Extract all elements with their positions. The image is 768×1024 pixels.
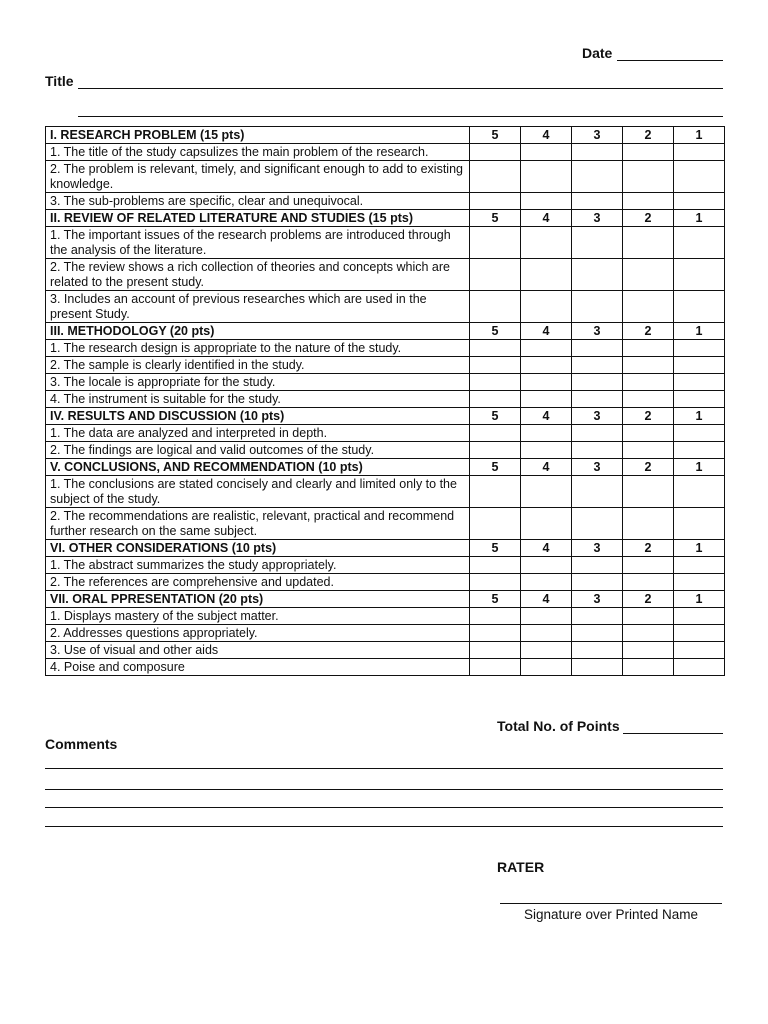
criterion-text: 1. The data are analyzed and interpreted in depth. bbox=[46, 425, 470, 442]
criterion-row bbox=[46, 374, 725, 391]
section-heading: VII. ORAL PPRESENTATION (20 pts) bbox=[46, 591, 470, 608]
score-column-header: 1 bbox=[674, 127, 725, 144]
score-cell[interactable] bbox=[674, 144, 725, 161]
score-cell[interactable] bbox=[470, 557, 521, 574]
section-header-row bbox=[46, 591, 725, 608]
score-cell[interactable] bbox=[572, 161, 623, 193]
score-column-header: 4 bbox=[521, 591, 572, 608]
criterion-text: 2. The references are comprehensive and updated. bbox=[46, 574, 470, 591]
score-cell[interactable] bbox=[521, 608, 572, 625]
section-heading: II. REVIEW OF RELATED LITERATURE AND STUDIES (15 pts) bbox=[46, 210, 470, 227]
score-column-header: 4 bbox=[521, 408, 572, 425]
title-field[interactable] bbox=[78, 88, 723, 89]
score-cell[interactable] bbox=[623, 357, 674, 374]
score-cell[interactable] bbox=[470, 508, 521, 540]
score-cell[interactable] bbox=[521, 259, 572, 291]
score-cell[interactable] bbox=[674, 259, 725, 291]
score-cell[interactable] bbox=[521, 357, 572, 374]
criterion-row bbox=[46, 340, 725, 357]
score-cell[interactable] bbox=[521, 291, 572, 323]
criterion-row bbox=[46, 161, 725, 193]
comments-line[interactable] bbox=[45, 789, 723, 790]
section-header-row bbox=[46, 323, 725, 340]
score-cell[interactable] bbox=[623, 476, 674, 508]
score-cell[interactable] bbox=[572, 391, 623, 408]
score-cell[interactable] bbox=[572, 659, 623, 676]
criterion-text: 2. Addresses questions appropriately. bbox=[46, 625, 470, 642]
criterion-text: 1. Displays mastery of the subject matter. bbox=[46, 608, 470, 625]
score-column-header: 1 bbox=[674, 210, 725, 227]
criterion-row bbox=[46, 659, 725, 676]
criterion-row bbox=[46, 625, 725, 642]
score-cell[interactable] bbox=[521, 193, 572, 210]
score-cell[interactable] bbox=[470, 161, 521, 193]
score-column-header: 1 bbox=[674, 323, 725, 340]
score-cell[interactable] bbox=[623, 193, 674, 210]
criterion-row bbox=[46, 391, 725, 408]
score-cell[interactable] bbox=[572, 193, 623, 210]
score-cell[interactable] bbox=[623, 574, 674, 591]
score-cell[interactable] bbox=[674, 291, 725, 323]
score-cell[interactable] bbox=[674, 557, 725, 574]
criterion-text: 2. The problem is relevant, timely, and significant enough to add to existing knowledge. bbox=[46, 161, 470, 193]
rubric-table bbox=[45, 126, 725, 676]
criterion-row bbox=[46, 227, 725, 259]
criterion-row bbox=[46, 476, 725, 508]
comments-line[interactable] bbox=[45, 807, 723, 808]
criterion-text: 3. The locale is appropriate for the study. bbox=[46, 374, 470, 391]
criterion-text: 2. The sample is clearly identified in the study. bbox=[46, 357, 470, 374]
criterion-text: 3. Use of visual and other aids bbox=[46, 642, 470, 659]
section-heading: V. CONCLUSIONS, AND RECOMMENDATION (10 pts) bbox=[46, 459, 470, 476]
section-header-row bbox=[46, 210, 725, 227]
score-cell[interactable] bbox=[521, 374, 572, 391]
score-cell[interactable] bbox=[572, 340, 623, 357]
criterion-row bbox=[46, 608, 725, 625]
score-cell[interactable] bbox=[521, 227, 572, 259]
score-cell[interactable] bbox=[470, 442, 521, 459]
score-cell[interactable] bbox=[623, 227, 674, 259]
score-cell[interactable] bbox=[572, 291, 623, 323]
criterion-row bbox=[46, 144, 725, 161]
criterion-text: 4. Poise and composure bbox=[46, 659, 470, 676]
score-cell[interactable] bbox=[572, 574, 623, 591]
section-header-row bbox=[46, 127, 725, 144]
score-column-header: 3 bbox=[572, 210, 623, 227]
total-points-field[interactable] bbox=[623, 733, 723, 734]
score-column-header: 5 bbox=[470, 540, 521, 557]
date-label: Date bbox=[582, 45, 613, 61]
title-field-second-line[interactable] bbox=[78, 116, 723, 117]
criterion-text: 1. The title of the study capsulizes the main problem of the research. bbox=[46, 144, 470, 161]
score-cell[interactable] bbox=[521, 425, 572, 442]
score-cell[interactable] bbox=[470, 193, 521, 210]
score-cell[interactable] bbox=[623, 340, 674, 357]
criterion-row bbox=[46, 193, 725, 210]
criterion-text: 1. The abstract summarizes the study appropriately. bbox=[46, 557, 470, 574]
score-cell[interactable] bbox=[623, 642, 674, 659]
score-column-header: 3 bbox=[572, 408, 623, 425]
date-field[interactable] bbox=[617, 60, 723, 61]
score-cell[interactable] bbox=[623, 144, 674, 161]
score-column-header: 2 bbox=[623, 408, 674, 425]
score-cell[interactable] bbox=[572, 642, 623, 659]
score-cell[interactable] bbox=[674, 574, 725, 591]
score-cell[interactable] bbox=[572, 259, 623, 291]
section-heading: IV. RESULTS AND DISCUSSION (10 pts) bbox=[46, 408, 470, 425]
score-cell[interactable] bbox=[521, 391, 572, 408]
score-cell[interactable] bbox=[572, 557, 623, 574]
score-cell[interactable] bbox=[623, 374, 674, 391]
comments-line[interactable] bbox=[45, 826, 723, 827]
score-cell[interactable] bbox=[521, 508, 572, 540]
score-cell[interactable] bbox=[572, 625, 623, 642]
score-cell[interactable] bbox=[674, 391, 725, 408]
score-cell[interactable] bbox=[470, 425, 521, 442]
score-column-header: 1 bbox=[674, 540, 725, 557]
criterion-row bbox=[46, 442, 725, 459]
score-column-header: 2 bbox=[623, 540, 674, 557]
comments-line[interactable] bbox=[45, 768, 723, 769]
score-cell[interactable] bbox=[674, 227, 725, 259]
score-cell[interactable] bbox=[470, 642, 521, 659]
score-column-header: 5 bbox=[470, 408, 521, 425]
score-cell[interactable] bbox=[674, 161, 725, 193]
criterion-text: 2. The review shows a rich collection of theories and concepts which are related to the present study. bbox=[46, 259, 470, 291]
score-cell[interactable] bbox=[623, 425, 674, 442]
score-cell[interactable] bbox=[572, 442, 623, 459]
score-column-header: 4 bbox=[521, 540, 572, 557]
score-cell[interactable] bbox=[674, 625, 725, 642]
score-column-header: 5 bbox=[470, 591, 521, 608]
score-cell[interactable] bbox=[470, 259, 521, 291]
criterion-row bbox=[46, 357, 725, 374]
score-column-header: 1 bbox=[674, 459, 725, 476]
score-cell[interactable] bbox=[623, 259, 674, 291]
score-column-header: 3 bbox=[572, 591, 623, 608]
score-cell[interactable] bbox=[470, 291, 521, 323]
rater-label: RATER bbox=[497, 859, 545, 875]
score-column-header: 5 bbox=[470, 210, 521, 227]
score-cell[interactable] bbox=[470, 144, 521, 161]
score-cell[interactable] bbox=[521, 557, 572, 574]
score-cell[interactable] bbox=[470, 574, 521, 591]
criterion-text: 1. The research design is appropriate to the nature of the study. bbox=[46, 340, 470, 357]
section-heading: VI. OTHER CONSIDERATIONS (10 pts) bbox=[46, 540, 470, 557]
score-cell[interactable] bbox=[623, 625, 674, 642]
score-cell[interactable] bbox=[521, 476, 572, 508]
signature-caption: Signature over Printed Name bbox=[523, 907, 699, 922]
score-cell[interactable] bbox=[623, 291, 674, 323]
score-cell[interactable] bbox=[623, 391, 674, 408]
criterion-text: 2. The recommendations are realistic, relevant, practical and recommend further research on the same subject. bbox=[46, 508, 470, 540]
criterion-text: 3. Includes an account of previous researches which are used in the present Study. bbox=[46, 291, 470, 323]
score-cell[interactable] bbox=[674, 357, 725, 374]
score-cell[interactable] bbox=[572, 374, 623, 391]
score-column-header: 3 bbox=[572, 459, 623, 476]
score-cell[interactable] bbox=[572, 227, 623, 259]
score-cell[interactable] bbox=[470, 625, 521, 642]
score-cell[interactable] bbox=[674, 374, 725, 391]
score-column-header: 2 bbox=[623, 127, 674, 144]
score-cell[interactable] bbox=[674, 340, 725, 357]
criterion-row bbox=[46, 291, 725, 323]
total-points-label: Total No. of Points bbox=[497, 718, 620, 734]
title-label: Title bbox=[45, 73, 74, 89]
section-heading: I. RESEARCH PROBLEM (15 pts) bbox=[46, 127, 470, 144]
score-cell[interactable] bbox=[674, 442, 725, 459]
score-cell[interactable] bbox=[521, 144, 572, 161]
score-cell[interactable] bbox=[521, 642, 572, 659]
criterion-text: 1. The conclusions are stated concisely and clearly and limited only to the subject of the study. bbox=[46, 476, 470, 508]
score-cell[interactable] bbox=[572, 608, 623, 625]
score-cell[interactable] bbox=[623, 608, 674, 625]
score-cell[interactable] bbox=[674, 425, 725, 442]
score-cell[interactable] bbox=[470, 659, 521, 676]
score-cell[interactable] bbox=[470, 357, 521, 374]
score-cell[interactable] bbox=[521, 659, 572, 676]
score-column-header: 2 bbox=[623, 459, 674, 476]
score-column-header: 2 bbox=[623, 591, 674, 608]
score-cell[interactable] bbox=[674, 193, 725, 210]
section-header-row bbox=[46, 408, 725, 425]
criterion-row bbox=[46, 259, 725, 291]
score-column-header: 3 bbox=[572, 540, 623, 557]
score-cell[interactable] bbox=[572, 144, 623, 161]
score-cell[interactable] bbox=[623, 508, 674, 540]
score-cell[interactable] bbox=[674, 659, 725, 676]
score-column-header: 4 bbox=[521, 323, 572, 340]
score-cell[interactable] bbox=[470, 340, 521, 357]
score-column-header: 4 bbox=[521, 127, 572, 144]
score-cell[interactable] bbox=[521, 340, 572, 357]
score-column-header: 4 bbox=[521, 459, 572, 476]
score-cell[interactable] bbox=[521, 442, 572, 459]
score-column-header: 1 bbox=[674, 591, 725, 608]
score-cell[interactable] bbox=[521, 625, 572, 642]
score-cell[interactable] bbox=[674, 508, 725, 540]
score-cell[interactable] bbox=[572, 508, 623, 540]
criterion-row bbox=[46, 574, 725, 591]
score-cell[interactable] bbox=[623, 659, 674, 676]
score-column-header: 5 bbox=[470, 459, 521, 476]
score-column-header: 2 bbox=[623, 210, 674, 227]
score-cell[interactable] bbox=[521, 574, 572, 591]
score-cell[interactable] bbox=[674, 642, 725, 659]
score-cell[interactable] bbox=[623, 557, 674, 574]
score-cell[interactable] bbox=[674, 608, 725, 625]
criterion-row bbox=[46, 557, 725, 574]
score-cell[interactable] bbox=[470, 374, 521, 391]
score-cell[interactable] bbox=[470, 476, 521, 508]
section-header-row bbox=[46, 540, 725, 557]
score-cell[interactable] bbox=[572, 476, 623, 508]
criterion-text: 2. The findings are logical and valid outcomes of the study. bbox=[46, 442, 470, 459]
score-cell[interactable] bbox=[623, 442, 674, 459]
criterion-text: 4. The instrument is suitable for the study. bbox=[46, 391, 470, 408]
criterion-row bbox=[46, 425, 725, 442]
section-heading: III. METHODOLOGY (20 pts) bbox=[46, 323, 470, 340]
criterion-row bbox=[46, 642, 725, 659]
comments-label: Comments bbox=[45, 736, 118, 752]
criterion-text: 1. The important issues of the research problems are introduced through the analysis of the literature. bbox=[46, 227, 470, 259]
score-cell[interactable] bbox=[674, 476, 725, 508]
score-cell[interactable] bbox=[470, 227, 521, 259]
score-column-header: 4 bbox=[521, 210, 572, 227]
score-column-header: 5 bbox=[470, 127, 521, 144]
score-cell[interactable] bbox=[470, 608, 521, 625]
score-cell[interactable] bbox=[572, 357, 623, 374]
criterion-text: 3. The sub-problems are specific, clear and unequivocal. bbox=[46, 193, 470, 210]
score-column-header: 2 bbox=[623, 323, 674, 340]
score-column-header: 5 bbox=[470, 323, 521, 340]
score-column-header: 3 bbox=[572, 323, 623, 340]
rubric-body bbox=[46, 127, 725, 676]
signature-line[interactable] bbox=[500, 903, 722, 904]
score-column-header: 1 bbox=[674, 408, 725, 425]
section-header-row bbox=[46, 459, 725, 476]
score-cell[interactable] bbox=[521, 161, 572, 193]
score-cell[interactable] bbox=[623, 161, 674, 193]
score-cell[interactable] bbox=[470, 391, 521, 408]
score-column-header: 3 bbox=[572, 127, 623, 144]
criterion-row bbox=[46, 508, 725, 540]
score-cell[interactable] bbox=[572, 425, 623, 442]
